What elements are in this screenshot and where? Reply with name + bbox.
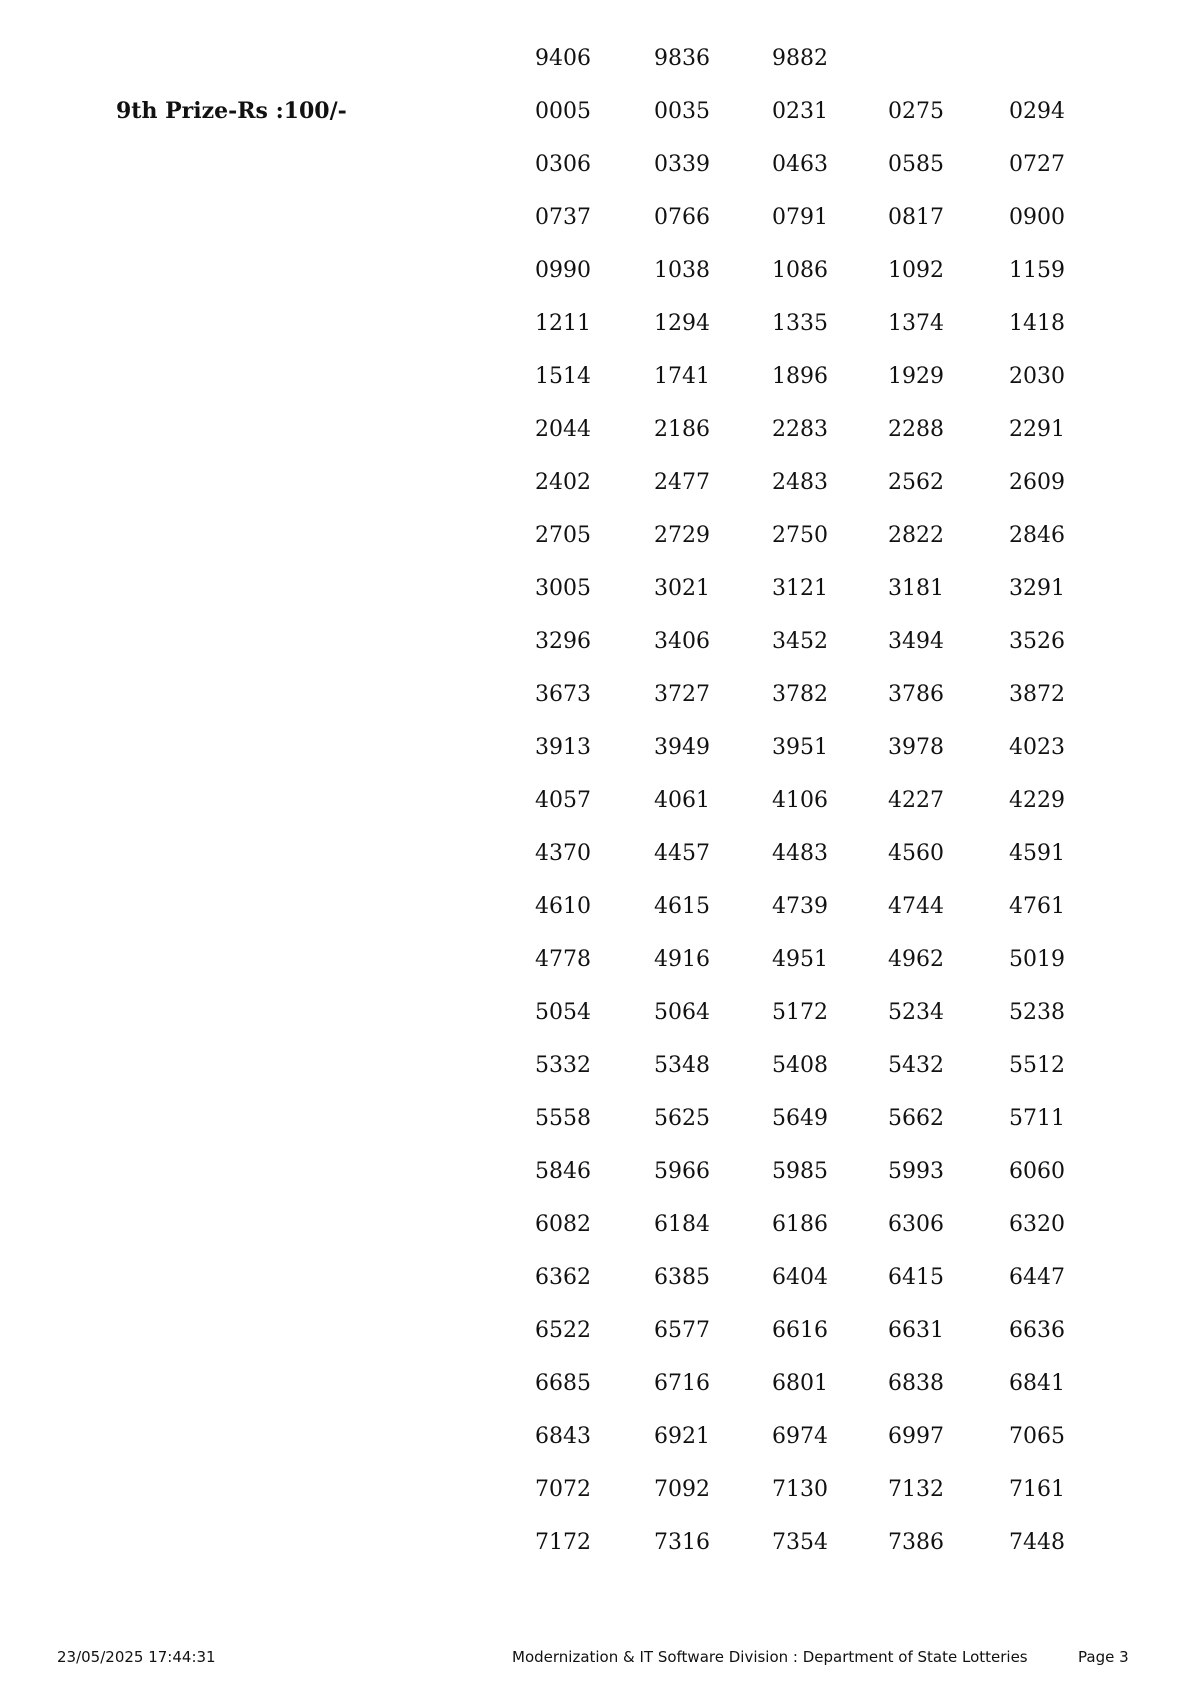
ticket-number: 4370 (535, 841, 591, 866)
ticket-number: 5432 (888, 1053, 944, 1078)
ticket-number: 3978 (888, 735, 944, 760)
ticket-number: 0339 (654, 152, 710, 177)
ticket-number: 2288 (888, 417, 944, 442)
prize-title: 9th Prize-Rs :100/- (116, 98, 347, 124)
ticket-number: 0306 (535, 152, 591, 177)
ticket-number: 5064 (654, 1000, 710, 1025)
ticket-number: 6616 (772, 1318, 828, 1343)
ticket-number: 6060 (1009, 1159, 1065, 1184)
ticket-number: 6577 (654, 1318, 710, 1343)
ticket-number: 6838 (888, 1371, 944, 1396)
ticket-number: 1418 (1009, 311, 1065, 336)
ticket-number: 0585 (888, 152, 944, 177)
ticket-number: 0900 (1009, 205, 1065, 230)
number-row (0, 563, 1190, 616)
number-row (0, 245, 1190, 298)
ticket-number: 1335 (772, 311, 828, 336)
number-row (0, 139, 1190, 192)
ticket-number: 7130 (772, 1477, 828, 1502)
ticket-number: 3121 (772, 576, 828, 601)
ticket-number: 0231 (772, 99, 828, 124)
ticket-number: 1514 (535, 364, 591, 389)
ticket-number: 3296 (535, 629, 591, 654)
number-row (0, 510, 1190, 563)
ticket-number: 0035 (654, 99, 710, 124)
ticket-number: 1038 (654, 258, 710, 283)
ticket-number: 6921 (654, 1424, 710, 1449)
ticket-number: 6631 (888, 1318, 944, 1343)
ticket-number: 2402 (535, 470, 591, 495)
ticket-number: 3021 (654, 576, 710, 601)
ticket-number: 0791 (772, 205, 828, 230)
ticket-number: 1929 (888, 364, 944, 389)
ticket-number: 4061 (654, 788, 710, 813)
footer-division: Modernization & IT Software Division : Department of State Lotteries (512, 1648, 1028, 1666)
ticket-number: 0005 (535, 99, 591, 124)
ticket-number: 6636 (1009, 1318, 1065, 1343)
ticket-number: 5662 (888, 1106, 944, 1131)
ticket-number: 7161 (1009, 1477, 1065, 1502)
ticket-number: 5649 (772, 1106, 828, 1131)
ticket-number: 5625 (654, 1106, 710, 1131)
ticket-number: 6306 (888, 1212, 944, 1237)
number-row (0, 1199, 1190, 1252)
ticket-number: 2044 (535, 417, 591, 442)
ticket-number: 4057 (535, 788, 591, 813)
ticket-number: 0463 (772, 152, 828, 177)
ticket-number: 5512 (1009, 1053, 1065, 1078)
number-row (0, 775, 1190, 828)
ticket-number: 4615 (654, 894, 710, 919)
ticket-number: 1092 (888, 258, 944, 283)
number-row (0, 457, 1190, 510)
ticket-number: 5408 (772, 1053, 828, 1078)
ticket-number: 0275 (888, 99, 944, 124)
ticket-number: 6082 (535, 1212, 591, 1237)
number-row (0, 351, 1190, 404)
ticket-number: 1896 (772, 364, 828, 389)
ticket-number: 9882 (772, 46, 828, 71)
ticket-number: 0727 (1009, 152, 1065, 177)
ticket-number: 3181 (888, 576, 944, 601)
ticket-number: 9406 (535, 46, 591, 71)
ticket-number: 5348 (654, 1053, 710, 1078)
ticket-number: 6801 (772, 1371, 828, 1396)
ticket-number: 4229 (1009, 788, 1065, 813)
winning-numbers-table (0, 33, 1190, 1570)
ticket-number: 2283 (772, 417, 828, 442)
number-row (0, 881, 1190, 934)
ticket-number: 5172 (772, 1000, 828, 1025)
number-row (0, 1358, 1190, 1411)
ticket-number: 4106 (772, 788, 828, 813)
footer-page-number: Page 3 (1078, 1648, 1129, 1666)
ticket-number: 4916 (654, 947, 710, 972)
ticket-number: 6843 (535, 1424, 591, 1449)
ticket-number: 3949 (654, 735, 710, 760)
ticket-number: 0294 (1009, 99, 1065, 124)
ticket-number: 4962 (888, 947, 944, 972)
number-row (0, 192, 1190, 245)
number-row (0, 1093, 1190, 1146)
ticket-number: 5846 (535, 1159, 591, 1184)
ticket-number: 4951 (772, 947, 828, 972)
ticket-number: 3782 (772, 682, 828, 707)
ticket-number: 0737 (535, 205, 591, 230)
number-row (0, 828, 1190, 881)
ticket-number: 2822 (888, 523, 944, 548)
ticket-number: 9836 (654, 46, 710, 71)
ticket-number: 6415 (888, 1265, 944, 1290)
ticket-number: 6184 (654, 1212, 710, 1237)
ticket-number: 4778 (535, 947, 591, 972)
ticket-number: 5019 (1009, 947, 1065, 972)
ticket-number: 4739 (772, 894, 828, 919)
number-row-continued (0, 33, 1190, 86)
ticket-number: 6716 (654, 1371, 710, 1396)
ticket-number: 2846 (1009, 523, 1065, 548)
number-row (0, 1305, 1190, 1358)
ticket-number: 7354 (772, 1530, 828, 1555)
ticket-number: 3951 (772, 735, 828, 760)
ticket-number: 6320 (1009, 1212, 1065, 1237)
ticket-number: 2609 (1009, 470, 1065, 495)
number-row (0, 1040, 1190, 1093)
ticket-number: 4761 (1009, 894, 1065, 919)
ticket-number: 1211 (535, 311, 591, 336)
ticket-number: 2186 (654, 417, 710, 442)
ticket-number: 4591 (1009, 841, 1065, 866)
number-row (0, 1411, 1190, 1464)
ticket-number: 4483 (772, 841, 828, 866)
number-row (0, 934, 1190, 987)
ticket-number: 5966 (654, 1159, 710, 1184)
ticket-number: 0817 (888, 205, 944, 230)
ticket-number: 3452 (772, 629, 828, 654)
ticket-number: 7172 (535, 1530, 591, 1555)
ticket-number: 5985 (772, 1159, 828, 1184)
ticket-number: 4610 (535, 894, 591, 919)
ticket-number: 7316 (654, 1530, 710, 1555)
ticket-number: 4023 (1009, 735, 1065, 760)
number-row (0, 1252, 1190, 1305)
ticket-number: 3406 (654, 629, 710, 654)
ticket-number: 2483 (772, 470, 828, 495)
ticket-number: 6841 (1009, 1371, 1065, 1396)
footer-timestamp: 23/05/2025 17:44:31 (57, 1648, 216, 1666)
ticket-number: 3291 (1009, 576, 1065, 601)
ticket-number: 3526 (1009, 629, 1065, 654)
ticket-number: 7072 (535, 1477, 591, 1502)
number-row (0, 722, 1190, 775)
ticket-number: 6685 (535, 1371, 591, 1396)
ticket-number: 6404 (772, 1265, 828, 1290)
ticket-number: 1159 (1009, 258, 1065, 283)
ticket-number: 2291 (1009, 417, 1065, 442)
ticket-number: 1741 (654, 364, 710, 389)
number-row (0, 616, 1190, 669)
ticket-number: 0990 (535, 258, 591, 283)
ticket-number: 5054 (535, 1000, 591, 1025)
number-row (0, 404, 1190, 457)
ticket-number: 7132 (888, 1477, 944, 1502)
ticket-number: 5993 (888, 1159, 944, 1184)
ticket-number: 2562 (888, 470, 944, 495)
ticket-number: 6522 (535, 1318, 591, 1343)
number-row (0, 1517, 1190, 1570)
number-row (0, 669, 1190, 722)
ticket-number: 2750 (772, 523, 828, 548)
ticket-number: 1294 (654, 311, 710, 336)
ticket-number: 4227 (888, 788, 944, 813)
ticket-number: 3494 (888, 629, 944, 654)
ticket-number: 3727 (654, 682, 710, 707)
ticket-number: 4560 (888, 841, 944, 866)
ticket-number: 6362 (535, 1265, 591, 1290)
ticket-number: 3005 (535, 576, 591, 601)
ticket-number: 6974 (772, 1424, 828, 1449)
number-row (0, 1464, 1190, 1517)
ticket-number: 3872 (1009, 682, 1065, 707)
ticket-number: 6447 (1009, 1265, 1065, 1290)
ticket-number: 5234 (888, 1000, 944, 1025)
ticket-number: 5332 (535, 1053, 591, 1078)
ticket-number: 7065 (1009, 1424, 1065, 1449)
ticket-number: 1086 (772, 258, 828, 283)
ticket-number: 2477 (654, 470, 710, 495)
ticket-number: 1374 (888, 311, 944, 336)
ticket-number: 6997 (888, 1424, 944, 1449)
number-row (0, 1146, 1190, 1199)
ticket-number: 3913 (535, 735, 591, 760)
ticket-number: 5711 (1009, 1106, 1065, 1131)
ticket-number: 4457 (654, 841, 710, 866)
ticket-number: 3786 (888, 682, 944, 707)
ticket-number: 2705 (535, 523, 591, 548)
number-row (0, 987, 1190, 1040)
ticket-number: 3673 (535, 682, 591, 707)
number-row (0, 298, 1190, 351)
ticket-number: 4744 (888, 894, 944, 919)
number-row (0, 86, 1190, 139)
ticket-number: 7448 (1009, 1530, 1065, 1555)
ticket-number: 5238 (1009, 1000, 1065, 1025)
ticket-number: 7386 (888, 1530, 944, 1555)
ticket-number: 5558 (535, 1106, 591, 1131)
ticket-number: 2030 (1009, 364, 1065, 389)
ticket-number: 6385 (654, 1265, 710, 1290)
ticket-number: 0766 (654, 205, 710, 230)
ticket-number: 7092 (654, 1477, 710, 1502)
ticket-number: 6186 (772, 1212, 828, 1237)
ticket-number: 2729 (654, 523, 710, 548)
